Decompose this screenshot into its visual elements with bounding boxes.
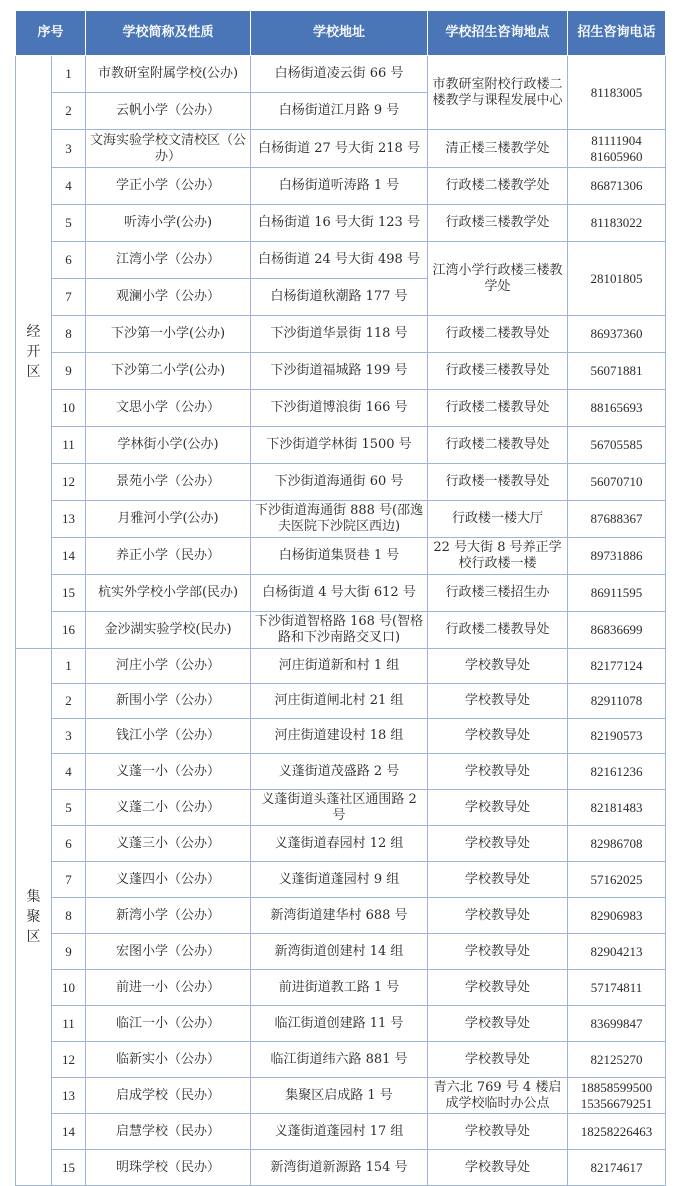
table-row [16, 1042, 666, 1078]
consult-phone: 57174811 [568, 970, 666, 1006]
row-number: 6 [52, 826, 86, 862]
school-name: 观澜小学（公办） [86, 279, 251, 316]
consult-place: 青六北 769 号 4 楼启成学校临时办公点 [428, 1078, 568, 1114]
consult-phone: 82174617 [568, 1150, 666, 1186]
row-number: 3 [52, 130, 86, 168]
school-address: 临江街道纬六路 881 号 [251, 1042, 428, 1078]
row-number: 15 [52, 575, 86, 612]
table-row [16, 427, 666, 464]
school-address: 河庄街道新和村 1 组 [251, 649, 428, 684]
table-row [16, 205, 666, 242]
row-number: 2 [52, 684, 86, 719]
school-address: 前进街道教工路 1 号 [251, 970, 428, 1006]
table-row [16, 612, 666, 649]
table-row [16, 719, 666, 754]
table-row [16, 353, 666, 390]
row-number: 11 [52, 1006, 86, 1042]
consult-phone: 86937360 [568, 316, 666, 353]
row-number: 12 [52, 1042, 86, 1078]
consult-place: 行政楼二楼教学处 [428, 168, 568, 205]
table-row [16, 575, 666, 612]
school-address: 河庄街道建设村 18 组 [251, 719, 428, 754]
header-school-name: 学校简称及性质 [86, 11, 251, 56]
consult-phone: 56705585 [568, 427, 666, 464]
school-address: 集聚区启成路 1 号 [251, 1078, 428, 1114]
school-name: 景苑小学（公办） [86, 464, 251, 501]
row-number: 4 [52, 168, 86, 205]
table-row [16, 1078, 666, 1114]
school-address: 下沙街道博浪街 166 号 [251, 390, 428, 427]
school-name: 义蓬二小（公办） [86, 790, 251, 826]
table-row [16, 168, 666, 205]
table-row [16, 242, 666, 279]
school-name: 宏图小学（公办） [86, 934, 251, 970]
table-row [16, 316, 666, 353]
row-number: 9 [52, 934, 86, 970]
table-row [16, 754, 666, 790]
school-address: 白杨街道 24 号大街 498 号 [251, 242, 428, 279]
school-name: 下沙第一小学(公办) [86, 316, 251, 353]
school-address: 下沙街道智格路 168 号(智格路和下沙南路交叉口) [251, 612, 428, 649]
table-row [16, 862, 666, 898]
school-name: 临新实小（公办） [86, 1042, 251, 1078]
consult-place: 行政楼一楼教导处 [428, 464, 568, 501]
school-address: 义蓬街道茂盛路 2 号 [251, 754, 428, 790]
school-name: 市教研室附属学校(公办) [86, 56, 251, 93]
consult-phone: 82190573 [568, 719, 666, 754]
district-jingkai [16, 56, 52, 649]
consult-place: 行政楼二楼教导处 [428, 390, 568, 427]
district-jingkai-label: 经开区 [26, 324, 41, 380]
consult-phone: 82911078 [568, 684, 666, 719]
consult-place: 行政楼一楼大厅 [428, 501, 568, 538]
school-address: 新湾街道创建村 14 组 [251, 934, 428, 970]
school-name: 义蓬三小（公办） [86, 826, 251, 862]
header-seq: 序号 [16, 11, 86, 56]
row-number: 7 [52, 862, 86, 898]
consult-phone: 81183005 [568, 56, 666, 130]
row-number: 11 [52, 427, 86, 464]
row-number: 7 [52, 279, 86, 316]
consult-place: 学校教导处 [428, 1114, 568, 1150]
consult-phone: 82986708 [568, 826, 666, 862]
school-address: 下沙街道华景街 118 号 [251, 316, 428, 353]
row-number: 10 [52, 390, 86, 427]
school-name: 学林街小学(公办) [86, 427, 251, 464]
consult-place: 行政楼三楼教学处 [428, 205, 568, 242]
school-address: 白杨街道凌云街 66 号 [251, 56, 428, 93]
school-name: 云帆小学（公办） [86, 93, 251, 130]
table-row [16, 130, 666, 168]
school-name: 新围小学（公办） [86, 684, 251, 719]
row-number: 5 [52, 205, 86, 242]
consult-place: 学校教导处 [428, 970, 568, 1006]
school-name: 听涛小学(公办) [86, 205, 251, 242]
consult-phone: 56070710 [568, 464, 666, 501]
consult-phone: 82125270 [568, 1042, 666, 1078]
school-address: 白杨街道集贤巷 1 号 [251, 538, 428, 575]
header-consult-phone: 招生咨询电话 [568, 11, 666, 56]
consult-phone: 83699847 [568, 1006, 666, 1042]
school-name: 下沙第二小学(公办) [86, 353, 251, 390]
table-row [16, 1150, 666, 1186]
consult-place: 学校教导处 [428, 934, 568, 970]
table-row [16, 56, 666, 93]
consult-phone: 86871306 [568, 168, 666, 205]
school-name: 钱江小学（公办） [86, 719, 251, 754]
school-name: 文思小学（公办） [86, 390, 251, 427]
consult-phone: 18858599500 15356679251 [568, 1078, 666, 1114]
consult-place: 清正楼三楼教学处 [428, 130, 568, 168]
table-row [16, 390, 666, 427]
school-address: 义蓬街道头蓬社区通围路 2 号 [251, 790, 428, 826]
school-name: 月雅河小学(公办) [86, 501, 251, 538]
table-row [16, 898, 666, 934]
row-number: 10 [52, 970, 86, 1006]
table-row [16, 790, 666, 826]
table-body [16, 56, 666, 1186]
consult-place: 学校教导处 [428, 826, 568, 862]
school-address: 下沙街道海通街 888 号(邵逸夫医院下沙院区西边) [251, 501, 428, 538]
consult-phone: 88165693 [568, 390, 666, 427]
row-number: 6 [52, 242, 86, 279]
row-number: 1 [52, 56, 86, 93]
table-row [16, 464, 666, 501]
table-row [16, 1114, 666, 1150]
row-number: 4 [52, 754, 86, 790]
school-name: 学正小学（公办） [86, 168, 251, 205]
school-name: 江湾小学（公办） [86, 242, 251, 279]
row-number: 13 [52, 501, 86, 538]
consult-place: 学校教导处 [428, 862, 568, 898]
row-number: 1 [52, 649, 86, 684]
school-address: 白杨街道江月路 9 号 [251, 93, 428, 130]
row-number: 12 [52, 464, 86, 501]
consult-phone: 81111904 81605960 [568, 130, 666, 168]
school-name: 新湾小学（公办） [86, 898, 251, 934]
school-address: 白杨街道秋潮路 177 号 [251, 279, 428, 316]
consult-place: 学校教导处 [428, 790, 568, 826]
consult-phone: 28101805 [568, 242, 666, 316]
consult-phone: 57162025 [568, 862, 666, 898]
table-row [16, 934, 666, 970]
consult-place: 学校教导处 [428, 898, 568, 934]
consult-phone: 82904213 [568, 934, 666, 970]
school-address: 下沙街道学林街 1500 号 [251, 427, 428, 464]
school-name: 河庄小学（公办） [86, 649, 251, 684]
school-name: 义蓬四小（公办） [86, 862, 251, 898]
table-row [16, 970, 666, 1006]
consult-place: 市教研室附校行政楼二楼教学与课程发展中心 [428, 56, 568, 130]
school-address: 白杨街道听涛路 1 号 [251, 168, 428, 205]
school-name: 金沙湖实验学校(民办) [86, 612, 251, 649]
school-address: 河庄街道闸北村 21 组 [251, 684, 428, 719]
row-number: 3 [52, 719, 86, 754]
school-name: 明珠学校（民办） [86, 1150, 251, 1186]
school-address: 新湾街道新源路 154 号 [251, 1150, 428, 1186]
row-number: 16 [52, 612, 86, 649]
consult-place: 22 号大街 8 号养正学校行政楼一楼 [428, 538, 568, 575]
consult-phone: 81183022 [568, 205, 666, 242]
consult-place: 学校教导处 [428, 719, 568, 754]
row-number: 5 [52, 790, 86, 826]
school-address: 临江街道创建路 11 号 [251, 1006, 428, 1042]
consult-phone: 86911595 [568, 575, 666, 612]
school-name: 启成学校（民办） [86, 1078, 251, 1114]
consult-phone: 86836699 [568, 612, 666, 649]
row-number: 8 [52, 898, 86, 934]
header-school-address: 学校地址 [251, 11, 428, 56]
district-jiju [16, 649, 52, 1186]
consult-phone: 82906983 [568, 898, 666, 934]
row-number: 13 [52, 1078, 86, 1114]
school-address: 下沙街道福城路 199 号 [251, 353, 428, 390]
consult-place: 行政楼二楼教导处 [428, 427, 568, 464]
header-consult-place: 学校招生咨询地点 [428, 11, 568, 56]
school-name: 临江一小（公办） [86, 1006, 251, 1042]
school-name: 杭实外学校小学部(民办) [86, 575, 251, 612]
row-number: 8 [52, 316, 86, 353]
consult-place: 学校教导处 [428, 754, 568, 790]
school-name: 文海实验学校文清校区（公办） [86, 130, 251, 168]
consult-place: 行政楼三楼教导处 [428, 353, 568, 390]
school-address: 下沙街道海通街 60 号 [251, 464, 428, 501]
consult-place: 学校教导处 [428, 1006, 568, 1042]
consult-place: 行政楼二楼教导处 [428, 612, 568, 649]
table-header-row [16, 11, 666, 56]
consult-phone: 87688367 [568, 501, 666, 538]
table-row [16, 649, 666, 684]
school-name: 前进一小（公办） [86, 970, 251, 1006]
consult-phone: 82181483 [568, 790, 666, 826]
enrollment-table [15, 10, 666, 1186]
school-address: 白杨街道 27 号大街 218 号 [251, 130, 428, 168]
enrollment-table-wrapper [15, 10, 665, 1186]
consult-phone: 56071881 [568, 353, 666, 390]
school-address: 白杨街道 4 号大街 612 号 [251, 575, 428, 612]
row-number: 14 [52, 538, 86, 575]
consult-phone: 82177124 [568, 649, 666, 684]
table-row [16, 1006, 666, 1042]
table-row [16, 826, 666, 862]
district-jiju-label: 集聚区 [26, 889, 41, 945]
consult-place: 江湾小学行政楼三楼教学处 [428, 242, 568, 316]
row-number: 2 [52, 93, 86, 130]
row-number: 9 [52, 353, 86, 390]
school-address: 义蓬街道蓬园村 9 组 [251, 862, 428, 898]
consult-phone: 82161236 [568, 754, 666, 790]
consult-place: 学校教导处 [428, 1150, 568, 1186]
table-row [16, 538, 666, 575]
school-address: 义蓬街道蓬园村 17 组 [251, 1114, 428, 1150]
school-address: 新湾街道建华村 688 号 [251, 898, 428, 934]
table-row [16, 501, 666, 538]
consult-place: 学校教导处 [428, 1042, 568, 1078]
consult-phone: 18258226463 [568, 1114, 666, 1150]
school-name: 义蓬一小（公办） [86, 754, 251, 790]
school-name: 启慧学校（民办） [86, 1114, 251, 1150]
consult-place: 行政楼三楼招生办 [428, 575, 568, 612]
table-row [16, 684, 666, 719]
school-address: 义蓬街道春园村 12 组 [251, 826, 428, 862]
consult-place: 行政楼二楼教导处 [428, 316, 568, 353]
consult-place: 学校教导处 [428, 684, 568, 719]
school-address: 白杨街道 16 号大街 123 号 [251, 205, 428, 242]
consult-place: 学校教导处 [428, 649, 568, 684]
row-number: 15 [52, 1150, 86, 1186]
row-number: 14 [52, 1114, 86, 1150]
school-name: 养正小学（民办） [86, 538, 251, 575]
consult-phone: 89731886 [568, 538, 666, 575]
